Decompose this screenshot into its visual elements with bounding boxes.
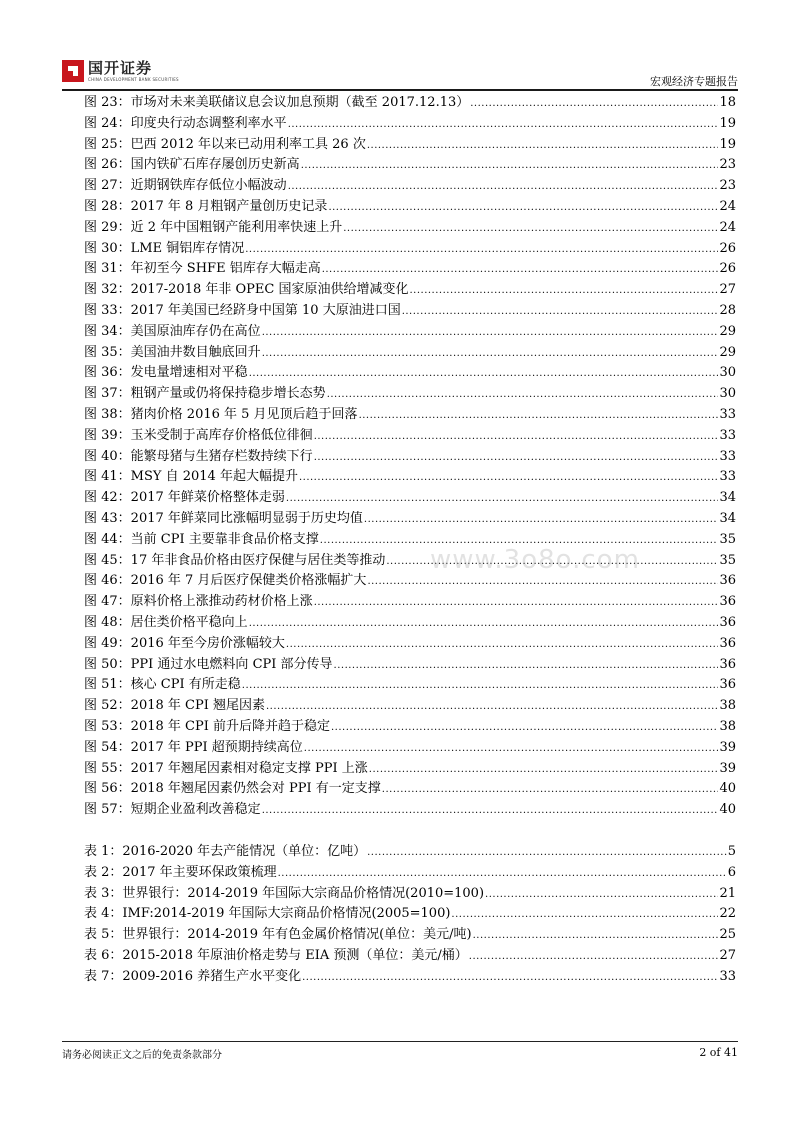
toc-entry-figure-30[interactable]: 图 30：LME 铜铝库存情况 ..... 26 [84, 239, 736, 260]
leader-dots [485, 885, 718, 906]
toc-entry-figure-24[interactable]: 图 24：印度央行动态调整利率水平 ..... 19 [84, 114, 736, 135]
toc-entry-table-2[interactable]: 表 2：2017 年主要环保政策梳理 ..... 6 [84, 863, 736, 884]
toc-entry-figure-40[interactable]: 图 40：能繁母猪与生猪存栏数持续下行 ..... 33 [84, 447, 736, 468]
leader-dots [328, 198, 718, 219]
page-header [62, 56, 738, 90]
leader-dots [249, 364, 719, 385]
toc-entry-figure-34[interactable]: 图 34：美国原油库存仍在高位 ..... 29 [84, 322, 736, 343]
leader-dots [299, 468, 718, 489]
toc-entry-table-1[interactable]: 表 1：2016-2020 年去产能情况（单位：亿吨） ..... 5 [84, 842, 736, 863]
brand-name: 国开证券 [88, 58, 153, 77]
toc-entry-table-3[interactable]: 表 3：世界银行：2014-2019 年国际大宗商品价格情况(2010=100) ..... 21 [84, 884, 736, 905]
toc-entry-figure-53[interactable]: 图 53：2018 年 CPI 前升后降并趋于稳定 ..... 38 [84, 717, 736, 738]
toc-entry-figure-28[interactable]: 图 28：2017 年 8 月粗钢产量创历史记录 ..... 24 [84, 197, 736, 218]
leader-dots [249, 614, 719, 635]
brand-logo [62, 56, 179, 86]
toc-entry-table-6[interactable]: 表 6：2015-2018 年原油价格走势与 EIA 预测（单位：美元/桶） ..... 27 [84, 946, 736, 967]
leader-dots [322, 260, 719, 281]
header-divider [62, 89, 738, 91]
toc-entry-figure-23[interactable]: 图 23：市场对未来美联储议息会议加息预期（截至 2017.12.13） ..... 18 [84, 93, 736, 114]
toc-entry-figure-29[interactable]: 图 29：近 2 年中国粗钢产能利用率快速上升 ..... 24 [84, 218, 736, 239]
leader-dots [382, 780, 719, 801]
leader-dots [369, 760, 719, 781]
toc-entry-figure-50[interactable]: 图 50：PPI 通过水电燃料向 CPI 部分传导 ..... 36 [84, 655, 736, 676]
toc-entry-figure-39[interactable]: 图 39：玉米受制于高库存价格低位徘徊 ..... 33 [84, 426, 736, 447]
toc-entry-figure-38[interactable]: 图 38：猪肉价格 2016 年 5 月见顶后趋于回落 ..... 33 [84, 405, 736, 426]
footer-disclaimer: 请务必阅读正文之后的免责条款部分 [62, 1050, 222, 1061]
toc-entry-figure-42[interactable]: 图 42：2017 年鲜菜价格整体走弱 ..... 34 [84, 488, 736, 509]
leader-dots [286, 489, 719, 510]
table-list [84, 842, 736, 988]
leader-dots [470, 94, 718, 115]
leader-dots [359, 406, 719, 427]
toc-entry-figure-52[interactable]: 图 52：2018 年 CPI 翘尾因素 ..... 38 [84, 696, 736, 717]
leader-dots [314, 427, 719, 448]
leader-dots [302, 968, 718, 989]
toc-entry-figure-56[interactable]: 图 56：2018 年翘尾因素仍然会对 PPI 有一定支撑 ..... 40 [84, 779, 736, 800]
leader-dots [266, 697, 718, 718]
toc-entry-figure-51[interactable]: 图 51：核心 CPI 有所走稳 ..... 36 [84, 675, 736, 696]
leader-dots [245, 240, 718, 261]
toc-entry-figure-41[interactable]: 图 41：MSY 自 2014 年起大幅提升 ..... 33 [84, 467, 736, 488]
leader-dots [367, 572, 718, 593]
leader-dots [327, 385, 719, 406]
leader-dots [364, 510, 719, 531]
brand-logo-icon [62, 60, 84, 82]
page-indicator: 2 of 41 [699, 1046, 738, 1059]
toc-entry-figure-32[interactable]: 图 32：2017-2018 年非 OPEC 国家原油供给增减变化 ..... 27 [84, 280, 736, 301]
leader-dots [334, 656, 719, 677]
leader-dots [402, 302, 719, 323]
toc-entry-figure-35[interactable]: 图 35：美国油井数目触底回升 ..... 29 [84, 343, 736, 364]
leader-dots [242, 676, 719, 697]
leader-dots [469, 947, 719, 968]
toc-entry-figure-47[interactable]: 图 47：原料价格上涨推动药材价格上涨 ..... 36 [84, 592, 736, 613]
leader-dots [288, 177, 719, 198]
toc-entry-table-4[interactable]: 表 4：IMF:2014-2019 年国际大宗商品价格情况(2005=100) ..... 22 [84, 904, 736, 925]
leader-dots [262, 344, 719, 365]
leader-dots [288, 115, 719, 136]
toc-entry-figure-44[interactable]: 图 44：当前 CPI 主要靠非食品价格支撑 ..... 35 [84, 530, 736, 551]
toc-entry-figure-45[interactable]: 图 45：17 年非食品价格由医疗保健与居住类等推动 ..... 35 [84, 551, 736, 572]
watermark: www.3o8o.com [430, 545, 640, 575]
toc-entry-table-7[interactable]: 表 7：2009-2016 养猪生产水平变化 ..... 33 [84, 967, 736, 988]
toc-entry-figure-36[interactable]: 图 36：发电量增速相对平稳 ..... 30 [84, 363, 736, 384]
leader-dots [343, 219, 718, 240]
leader-dots [262, 323, 719, 344]
toc-entry-figure-25[interactable]: 图 25：巴西 2012 年以来已动用利率工具 26 次 ..... 19 [84, 135, 736, 156]
toc-entry-figure-46[interactable]: 图 46：2016 年 7 月后医疗保健类价格涨幅扩大 ..... 36 [84, 571, 736, 592]
leader-dots [451, 905, 718, 926]
leader-dots [367, 843, 727, 864]
toc-entry-figure-49[interactable]: 图 49：2016 年至今房价涨幅较大 ..... 36 [84, 634, 736, 655]
figure-list [84, 93, 736, 821]
leader-dots [286, 635, 719, 656]
leader-dots [367, 136, 719, 157]
toc-entry-figure-43[interactable]: 图 43：2017 年鲜菜同比涨幅明显弱于历史均值 ..... 34 [84, 509, 736, 530]
toc-entry-figure-54[interactable]: 图 54：2017 年 PPI 超预期持续高位 ..... 39 [84, 738, 736, 759]
toc-entry-figure-37[interactable]: 图 37：粗钢产量或仍将保持稳步增长态势 ..... 30 [84, 384, 736, 405]
toc-entry-figure-27[interactable]: 图 27：近期钢铁库存低位小幅波动 ..... 23 [84, 176, 736, 197]
toc-entry-figure-57[interactable]: 图 57：短期企业盈利改善稳定 ..... 40 [84, 800, 736, 821]
leader-dots [331, 718, 718, 739]
brand-name-en: CHINA DEVELOPMENT BANK SECURITIES [88, 76, 179, 82]
toc-entry-table-5[interactable]: 表 5：世界银行：2014-2019 年有色金属价格情况(单位：美元/吨) ..... 25 [84, 925, 736, 946]
leader-dots [314, 593, 719, 614]
report-type: 宏观经济专题报告 [650, 75, 738, 88]
leader-dots [473, 926, 719, 947]
leader-dots [262, 801, 719, 822]
toc-entry-figure-48[interactable]: 图 48：居住类价格平稳向上 ..... 36 [84, 613, 736, 634]
toc-entry-figure-31[interactable]: 图 31：年初至今 SHFE 铝库存大幅走高 ..... 26 [84, 259, 736, 280]
leader-dots [278, 864, 727, 885]
leader-dots [409, 281, 718, 302]
footer-divider [62, 1041, 738, 1042]
toc-entry-figure-55[interactable]: 图 55：2017 年翘尾因素相对稳定支撑 PPI 上涨 ..... 39 [84, 759, 736, 780]
leader-dots [314, 448, 719, 469]
leader-dots [304, 739, 719, 760]
toc-entry-figure-26[interactable]: 图 26：国内铁矿石库存屡创历史新高 ..... 23 [84, 155, 736, 176]
leader-dots [301, 156, 719, 177]
toc-entry-figure-33[interactable]: 图 33：2017 年美国已经跻身中国第 10 大原油进口国 ..... 28 [84, 301, 736, 322]
